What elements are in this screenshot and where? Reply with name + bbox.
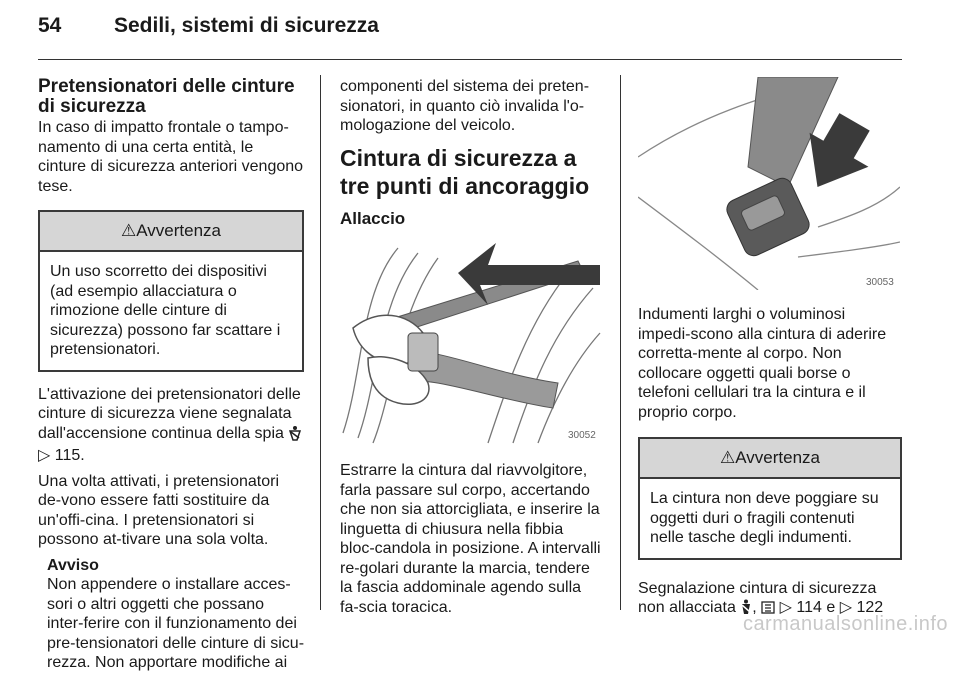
column-divider-1 bbox=[320, 75, 321, 610]
page-number: 54 bbox=[38, 14, 62, 37]
page-ref-arrow-icon: ▷ bbox=[839, 599, 853, 616]
column-3 bbox=[638, 305, 902, 621]
replacement-paragraph: Una volta attivati, i pretensionatori de-vono essere fatti sostituire da un'offi-cina. I pretensionatori si possono at-tivare una sola volta. bbox=[38, 472, 280, 548]
seatbelt-fastening-illustration bbox=[338, 233, 602, 445]
ref-conjunction: e bbox=[826, 599, 836, 616]
activation-paragraph bbox=[38, 385, 304, 466]
section-title-three-point-belt: Cintura di sicurezza a tre punti di ancoraggio bbox=[340, 144, 590, 199]
notice-block bbox=[38, 556, 304, 673]
page-ref[interactable]: 115. bbox=[54, 447, 85, 464]
image-code-30052: 30052 bbox=[568, 430, 596, 441]
continued-paragraph: componenti del sistema dei preten-sionatori, in quanto ciò invalida l'o-mologazione del veicolo. bbox=[340, 78, 590, 134]
column-2 bbox=[340, 77, 602, 228]
image-code-30053: 30053 bbox=[866, 277, 894, 288]
subsection-title-fastening: Allaccio bbox=[340, 208, 406, 228]
seatbelt-buckle-illustration bbox=[638, 77, 900, 290]
warning-triangle-icon: ⚠ bbox=[720, 448, 736, 467]
page-ref-122[interactable]: 122 bbox=[856, 599, 884, 616]
fastening-instructions: Estrarre la cintura dal riavvolgitore, farla passare sul corpo, accertando che non sia attorcigliata, e inserire la linguetta di chiusura nella fibbia bloc-candola in posizione. A intervalli re-golari durante la marcia, tendere la fascia addominale agendo sulla fa-scia toracica. bbox=[340, 462, 601, 616]
warning-title-2: Avvertenza bbox=[735, 448, 820, 467]
clothing-paragraph: Indumenti larghi o voluminosi impedi-scono alla cintura di aderire corretta-mente al corpo. Non collocare oggetti quali borse o telefoni cellulari tra la cintura e il proprio corpo. bbox=[638, 306, 887, 421]
page-ref-114[interactable]: 114 bbox=[796, 599, 822, 616]
column-divider-2 bbox=[620, 75, 621, 610]
page-header bbox=[38, 14, 379, 38]
notice-title: Avviso bbox=[47, 556, 99, 574]
seatbelt-warning-light-icon bbox=[288, 425, 302, 447]
warning-text-2: La cintura non deve poggiare su oggetti duri o fragili contenuti nelle tasche degli indumenti. bbox=[650, 490, 879, 546]
warning-box bbox=[38, 210, 304, 372]
notice-text: Non appendere o installare acces-sori o altri oggetti che possano inter-ferire con il funzionamento dei pre-tensionatori delle cinture di sicu-rezza. Non apportare modifiche ai bbox=[47, 576, 305, 671]
header-rule bbox=[38, 59, 902, 60]
page-ref-arrow-icon: ▷ bbox=[779, 599, 792, 616]
column-2-lower bbox=[340, 461, 602, 617]
page-ref-arrow-icon: ▷ bbox=[38, 447, 51, 464]
warning-header-2 bbox=[640, 439, 900, 479]
watermark: carmanualsonline.info bbox=[742, 613, 948, 635]
chapter-title: Sedili, sistemi di sicurezza bbox=[114, 14, 379, 37]
activation-text: L'attivazione dei pretensionatori delle cinture di sicurezza viene segnalata dall'accensione continua della spia bbox=[38, 385, 301, 442]
warning-triangle-icon: ⚠ bbox=[121, 221, 137, 240]
signal-label: Segnalazione cintura di sicurezza non allacciata bbox=[638, 579, 877, 616]
warning-box-2 bbox=[638, 437, 902, 560]
column-1 bbox=[38, 77, 304, 673]
warning-title: Avvertenza bbox=[136, 221, 221, 240]
intro-paragraph: In caso di impatto frontale o tampo-namento di una certa entità, le cinture di sicurezza anteriori vengono tese. bbox=[38, 119, 304, 195]
warning-text: Un uso scorretto dei dispositivi (ad esempio allacciatura o rimozione delle cinture di sicurezza) possono far scattare i pretensionatori. bbox=[50, 263, 281, 358]
unfastened-signal-paragraph: Segnalazione cintura di sicurezza non allacciata , ▷ 114 e ▷ 122 bbox=[638, 579, 902, 621]
section-title-pretensioners: Pretensionatori delle cinture di sicurezza bbox=[38, 76, 295, 117]
warning-header bbox=[40, 212, 302, 252]
